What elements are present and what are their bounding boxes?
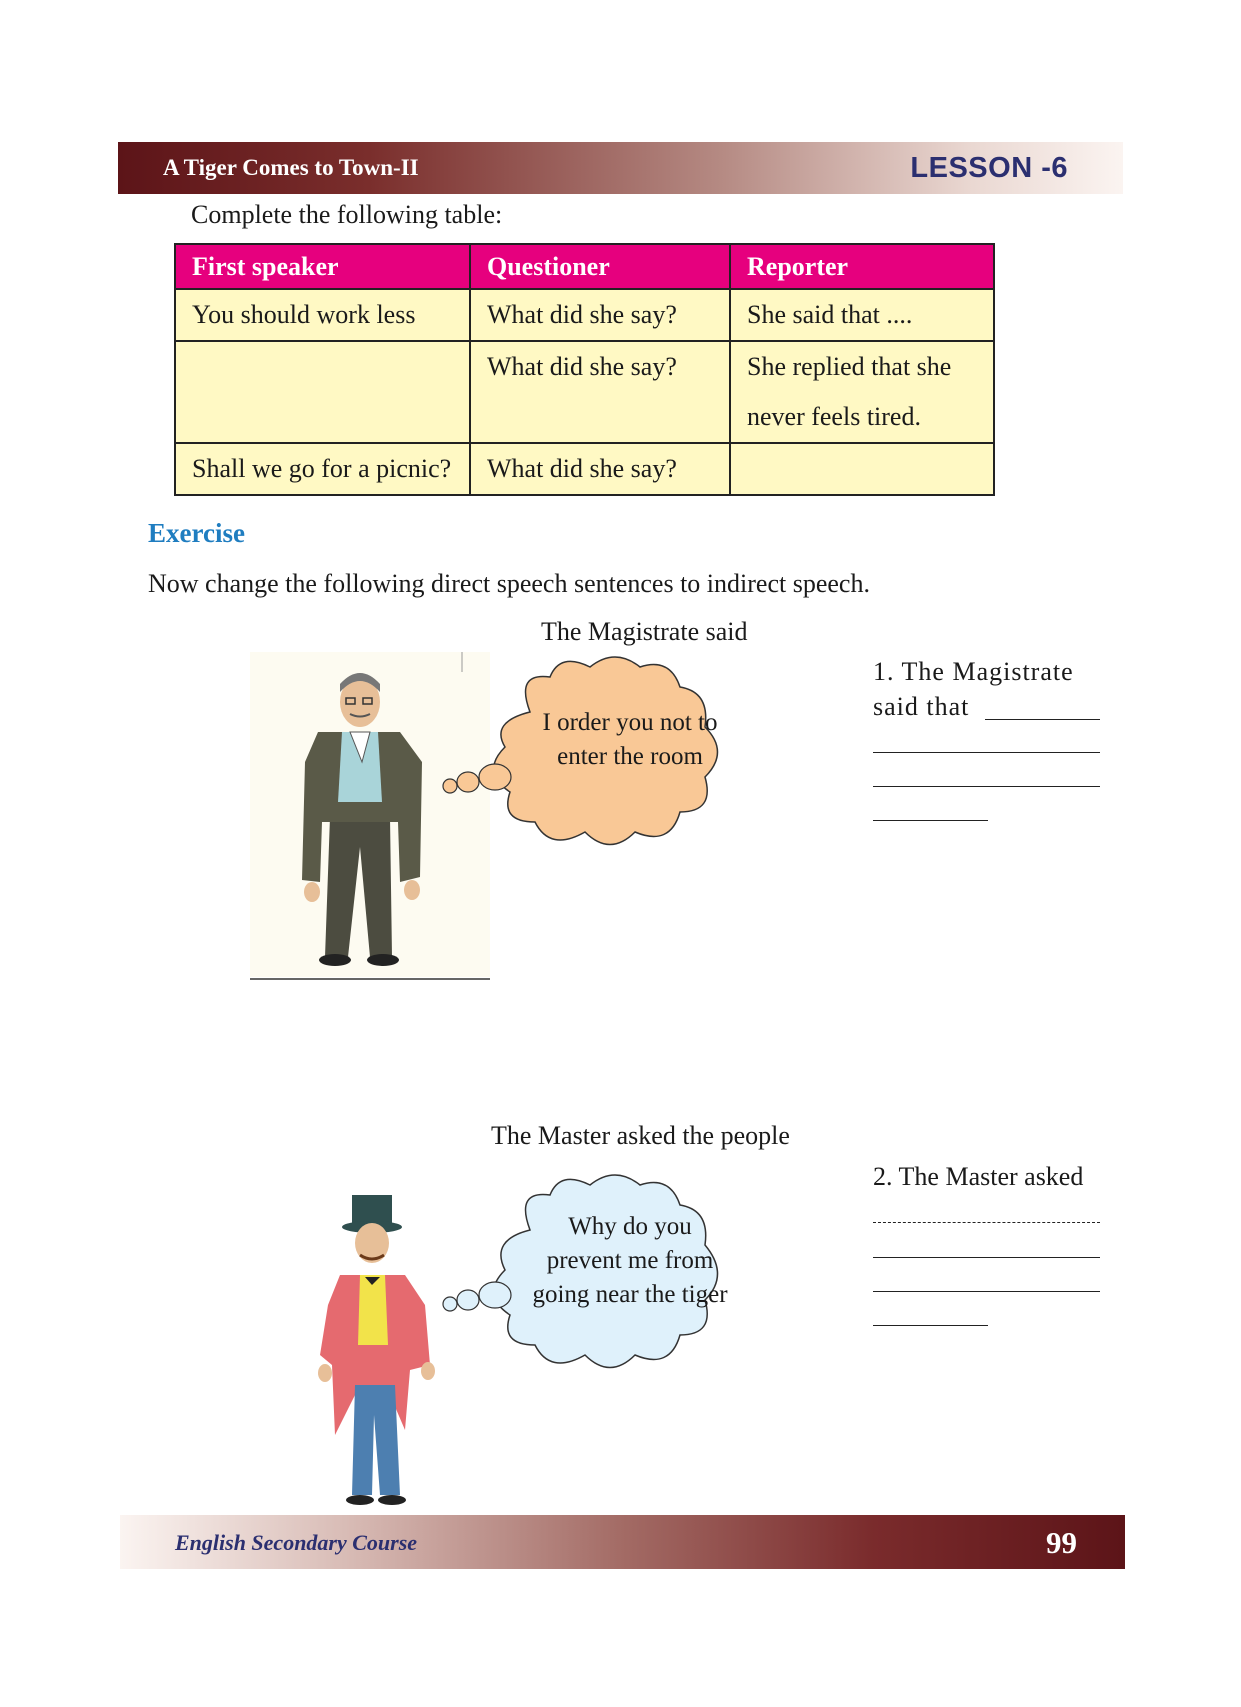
- exercise-instruction: Now change the following direct speech sentences to indirect speech.: [148, 569, 870, 598]
- answer-1-blank-line[interactable]: [873, 752, 1100, 753]
- table-cell-blank[interactable]: [730, 443, 994, 495]
- master-caption: The Master asked the people: [491, 1121, 790, 1150]
- answer-prompt-1-line1: 1. The Magistrate: [873, 657, 1074, 686]
- table-cell: She replied that she never feels tired.: [730, 341, 994, 443]
- answer-2-blank-line[interactable]: [873, 1257, 1100, 1258]
- column-header-first-speaker: First speaker: [175, 244, 470, 289]
- table-cell-blank[interactable]: [175, 341, 470, 443]
- master-speech-text: Why do you prevent me from going near the tiger: [532, 1213, 728, 1308]
- table-cell: You should work less: [175, 289, 470, 341]
- chapter-header-band: [118, 142, 1123, 194]
- answer-1-blank-line[interactable]: [985, 719, 1100, 720]
- answer-1-blank-line[interactable]: [873, 786, 1100, 787]
- table-row: [175, 289, 994, 341]
- answer-prompt-2: 2. The Master asked: [873, 1162, 1084, 1191]
- answer-2-blank-line[interactable]: [873, 1222, 1100, 1223]
- answer-1-blank-line[interactable]: [873, 820, 988, 821]
- table-row: [175, 443, 994, 495]
- speech-table: [174, 243, 995, 496]
- table-cell: What did she say?: [470, 443, 730, 495]
- column-header-questioner: Questioner: [470, 244, 730, 289]
- page-number: 99: [1046, 1525, 1077, 1560]
- table-instruction: Complete the following table:: [191, 200, 503, 229]
- lesson-label: LESSON -6: [910, 152, 1068, 184]
- course-name: English Secondary Course: [175, 1530, 418, 1555]
- table-header-row: [175, 244, 994, 289]
- table-row: [175, 341, 994, 443]
- table-cell: She said that ....: [730, 289, 994, 341]
- answer-2-blank-line[interactable]: [873, 1325, 988, 1326]
- answer-2-blank-line[interactable]: [873, 1291, 1100, 1292]
- footer-band: [120, 1515, 1125, 1569]
- table-cell: Shall we go for a picnic?: [175, 443, 470, 495]
- table-cell: What did she say?: [470, 341, 730, 443]
- chapter-title: A Tiger Comes to Town-II: [163, 155, 419, 180]
- answer-prompt-1-line2: said that: [873, 692, 970, 721]
- magistrate-speech-text: I order you not to enter the room: [542, 709, 718, 770]
- column-header-reporter: Reporter: [730, 244, 994, 289]
- table-cell: What did she say?: [470, 289, 730, 341]
- magistrate-caption: The Magistrate said: [541, 617, 748, 646]
- exercise-heading: Exercise: [148, 518, 245, 548]
